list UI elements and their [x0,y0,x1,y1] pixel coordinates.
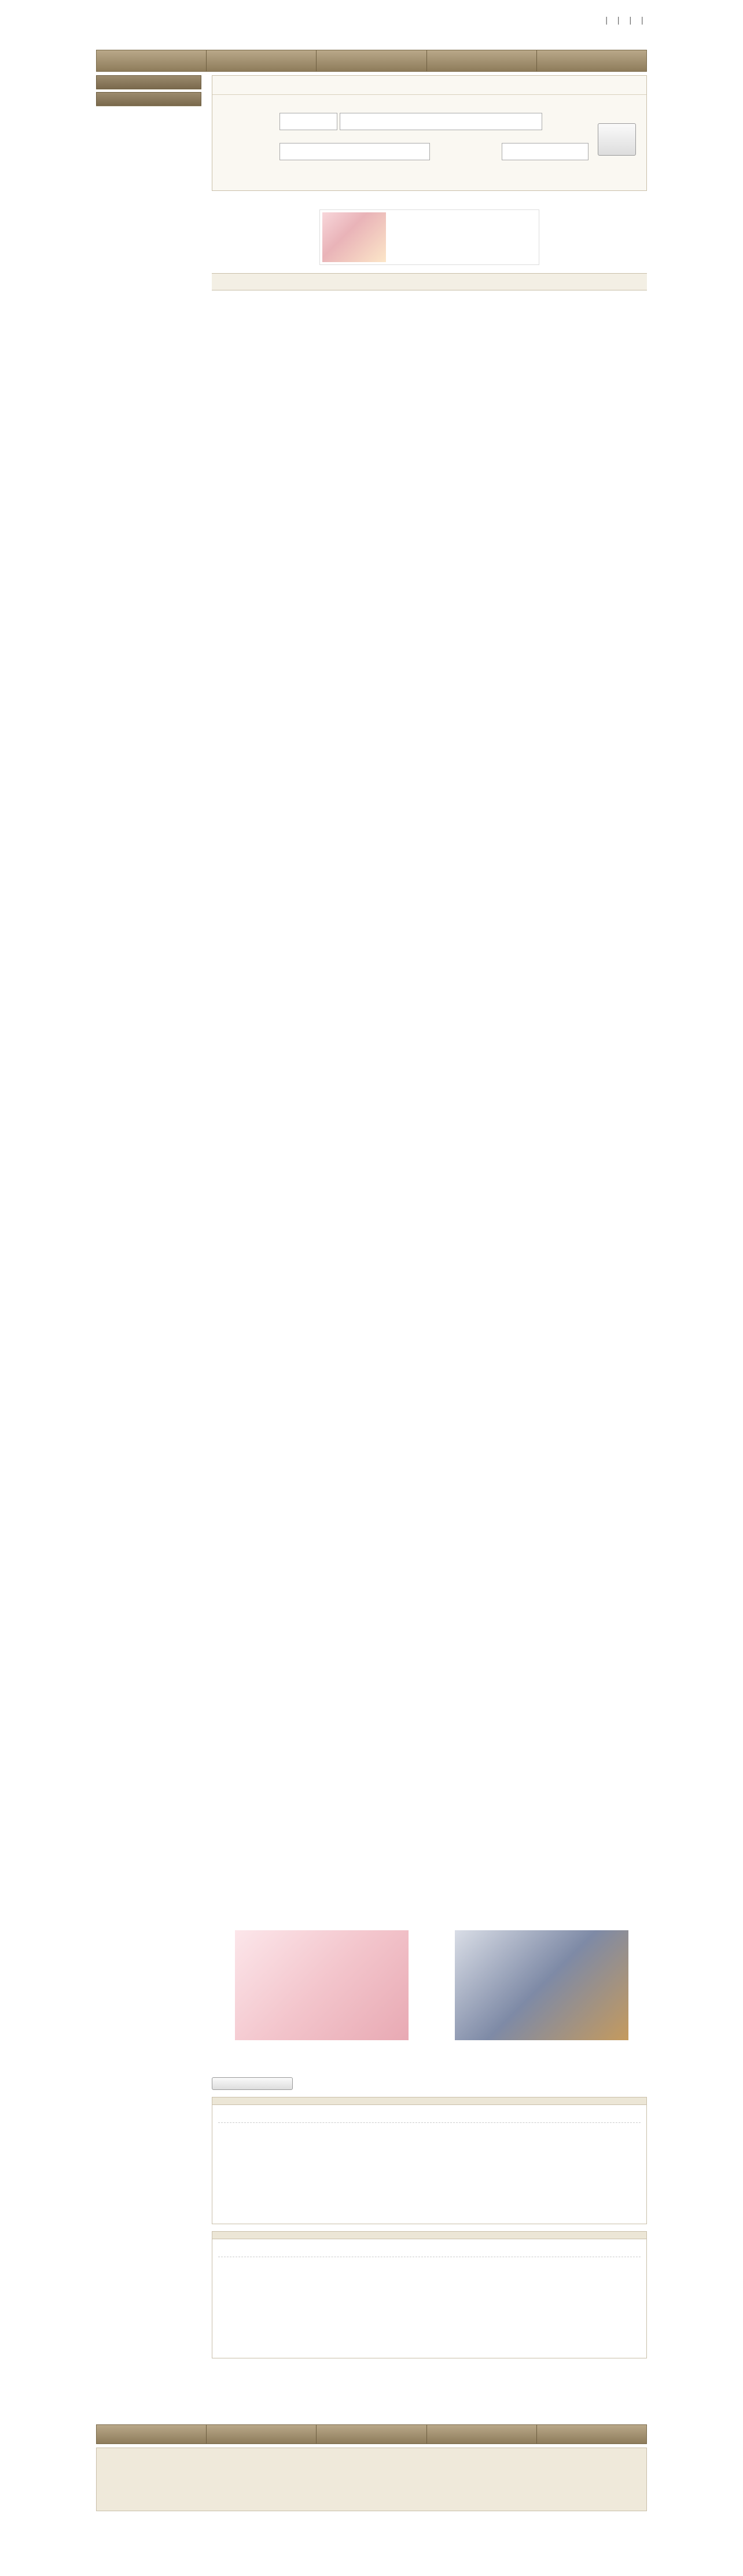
nav-search[interactable] [317,50,426,71]
recommend-box-2 [212,2231,647,2358]
ad-banner-top[interactable] [319,209,539,265]
search-title [212,76,646,95]
ad-card-1[interactable] [235,1930,409,2069]
keyword-mode-select[interactable] [279,113,337,130]
recommend-recommender [218,2257,641,2261]
ad-image [235,1930,409,2040]
nav-mypage[interactable] [207,50,317,71]
recommend-title[interactable] [212,2232,646,2239]
ad-card-2[interactable] [455,1930,628,2069]
footer [96,2448,647,2511]
footer-nav-ranking[interactable] [427,2425,537,2443]
search-menu-list [96,89,201,90]
top-links: | | | | [605,16,643,25]
recommend-box-1 [212,2097,647,2224]
footer-nav-board[interactable] [537,2425,646,2443]
search-box [212,75,647,191]
original-select[interactable] [279,143,430,160]
ad-thumbnail [322,212,386,262]
save-search-button[interactable] [212,2077,293,2090]
footer-nav-mypage[interactable] [207,2425,317,2443]
main-nav [96,50,647,72]
sort-select[interactable] [502,143,588,160]
keyword-input[interactable] [340,113,542,130]
nav-home[interactable] [97,50,207,71]
search-menu-title [96,75,201,89]
header [0,0,743,49]
search-submit-button[interactable] [598,123,636,156]
nav-ranking[interactable] [427,50,537,71]
recommend-title[interactable] [212,2097,646,2105]
footer-nav-search[interactable] [317,2425,426,2443]
footer-nav-home[interactable] [97,2425,207,2443]
site-logo[interactable] [96,6,229,47]
recommend-recommender [218,2122,641,2126]
original-category-title [96,92,201,106]
sidebar [96,75,201,2413]
result-count-bar [212,273,647,290]
result-filter-tabs [620,278,641,286]
nav-board[interactable] [537,50,646,71]
footer-nav [96,2424,647,2444]
ad-image [455,1930,628,2040]
